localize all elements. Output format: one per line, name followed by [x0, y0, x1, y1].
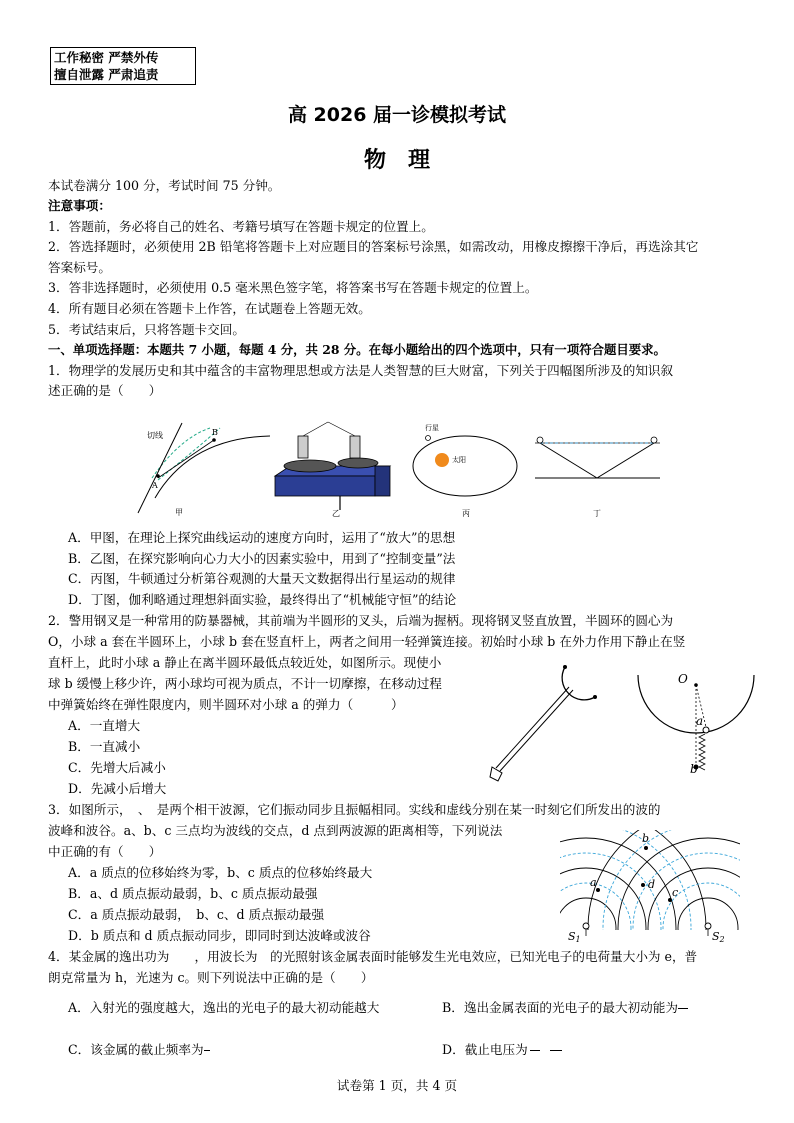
point-b-label: B	[212, 428, 218, 437]
point-c-label: c	[672, 886, 679, 899]
planet-label: 行星	[425, 424, 439, 432]
source-s2-label: S2	[712, 930, 725, 942]
q1-stem: 述正确的是（ ）	[48, 383, 162, 398]
q4-option-d[interactable]	[442, 1040, 562, 1059]
q2-option-c[interactable]: C．先增大后减小	[68, 760, 166, 775]
q2-option-b[interactable]: B．一直减小	[68, 739, 141, 754]
q4-stem: 朗克常量为 h，光速为 c。则下列说法中正确的是（ ）	[48, 970, 374, 985]
point-a-label: a	[590, 876, 597, 889]
q4-option-b-text: B．逸出金属表面的光电子的最大初动能为	[442, 1000, 678, 1015]
fig-label-ding: 丁	[593, 509, 601, 518]
q3-option-a[interactable]: A．a 质点的位移始终为零，b、c 质点的位移始终最大	[68, 865, 373, 880]
figure-bing	[413, 423, 517, 518]
q2-stem: 2．警用钢叉是一种常用的防暴器械，其前端为半圆形的叉头，后端为握柄。现将钢叉竖直放置，半圆环的圆心为	[48, 613, 674, 628]
stamp-line-1: 工作秘密 严禁外传	[54, 50, 159, 65]
q4-option-b[interactable]	[442, 998, 688, 1017]
fraction-bar	[678, 1008, 688, 1009]
q2-stem: O，小球 a 套在半圆环上，小球 b 套在竖直杆上，两者之间用一轻弹簧连接。初始时小球 b 在外力作用下静止在竖	[48, 634, 686, 649]
note-item: 1．答题前，务必将自己的姓名、考籍号填写在答题卡规定的位置上。	[48, 219, 434, 234]
tangent-label: 切线	[147, 431, 163, 440]
q1-figures	[130, 418, 670, 518]
q4-stem: 4．某金属的逸出功为 ，用波长为 的光照射该金属表面时能够发生光电效应，已知光电子的电荷量大小为 e，普	[48, 949, 698, 964]
q4-option-d-text: D．截止电压为	[442, 1042, 528, 1057]
fraction-bar	[204, 1050, 210, 1051]
subject-title: 物 理	[363, 148, 430, 173]
fig-label-jia: 甲	[175, 508, 183, 517]
note-item: 2．答选择题时，必须使用 2B 铅笔将答题卡上对应题目的答案标号涂黑，如需改动，用橡皮擦擦干净后，再选涂其它	[48, 239, 699, 254]
section-heading: 一、单项选择题：本题共 7 小题，每题 4 分，共 28 分。在每小题给出的四个选项中，只有一项符合题目要求。	[48, 342, 666, 357]
center-o-label: O	[678, 672, 688, 686]
q3-option-d[interactable]: D．b 质点和 d 质点振动同步，即同时到达波峰或波谷	[68, 928, 371, 943]
q4-option-a[interactable]: A．入射光的强度越大，逸出的光电子的最大初动能越大	[68, 1000, 380, 1015]
notes-heading: 注意事项：	[48, 198, 111, 213]
wave-interference-figure	[560, 830, 740, 942]
fig-label-yi: 乙	[332, 509, 340, 518]
point-a-label: A	[152, 481, 158, 490]
confidential-stamp	[50, 47, 196, 85]
stamp-line-2: 擅自泄露 严肃追责	[54, 67, 159, 82]
page-footer: 试卷第 1 页，共 4 页	[336, 1078, 458, 1093]
fraction-bar	[550, 1050, 562, 1051]
q2-option-d[interactable]: D．先减小后增大	[68, 781, 167, 796]
q2-option-a[interactable]: A．一直增大	[68, 718, 141, 733]
intro-line: 本试卷满分 100 分，考试时间 75 分钟。	[48, 178, 281, 193]
note-item: 4．所有题目必须在答题卡上作答，在试题卷上答题无效。	[48, 301, 371, 316]
exam-title: 高 2026 届一诊模拟考试	[287, 104, 507, 126]
q2-figures	[480, 655, 760, 805]
q3-stem: 3．如图所示， 、 是两个相干波源，它们振动同步且振幅相同。实线和虚线分别在某一时刻它们所发出的波的	[48, 802, 661, 817]
ball-b-label: b	[690, 762, 698, 776]
q1-option-b[interactable]: B．乙图，在探究影响向心力大小的因素实验中，用到了“控制变量”法	[68, 551, 456, 566]
note-item: 答案标号。	[48, 260, 111, 275]
q2-stem: 球 b 缓慢上移少许，两小球均可视为质点，不计一切摩擦，在移动过程	[48, 676, 442, 691]
q1-option-c[interactable]: C．丙图，牛顿通过分析第谷观测的大量天文数据得出行星运动的规律	[68, 571, 456, 586]
figure-jia	[138, 423, 270, 517]
fig-label-bing: 丙	[462, 509, 470, 518]
q1-option-a[interactable]: A．甲图，在理论上探究曲线运动的速度方向时，运用了“放大”的思想	[68, 530, 456, 545]
q2-stem: 中弹簧始终在弹性限度内，则半圆环对小球 a 的弹力（ ）	[48, 697, 404, 712]
q3-stem: 波峰和波谷。a、b、c 三点均为波线的交点，d 点到两波源的距离相等，下列说法	[48, 823, 503, 838]
q1-option-d[interactable]: D．丁图，伽利略通过理想斜面实验，最终得出了“机械能守恒”的结论	[68, 592, 457, 607]
source-s1-label: S1	[568, 930, 581, 942]
point-d-label: d	[648, 878, 656, 891]
note-item: 3．答非选择题时，必须使用 0.5 毫米黑色签字笔，将答案书写在答题卡规定的位置上。	[48, 280, 538, 295]
note-item: 5．考试结束后，只将答题卡交回。	[48, 322, 245, 337]
sun-label: 太阳	[452, 456, 466, 464]
point-b-label: b	[642, 832, 650, 845]
fraction-bar	[530, 1050, 540, 1051]
steel-fork-figure	[490, 665, 597, 781]
q2-stem: 直杆上，此时小球 a 静止在离半圆环最低点较近处，如图所示。现使小	[48, 655, 442, 670]
figure-ding	[535, 437, 660, 518]
q3-stem: 中正确的有（ ）	[48, 844, 162, 859]
semicircle-figure	[638, 672, 754, 776]
q3-option-b[interactable]: B．a、d 质点振动最弱，b、c 质点振动最强	[68, 886, 318, 901]
q4-option-c[interactable]	[68, 1040, 210, 1059]
q4-option-c-text: C．该金属的截止频率为	[68, 1042, 204, 1057]
ball-a-label: a	[696, 714, 704, 728]
q1-stem: 1．物理学的发展历史和其中蕴含的丰富物理思想或方法是人类智慧的巨大财富，下列关于四幅图所涉及的知识叙	[48, 363, 674, 378]
q3-option-c[interactable]: C．a 质点振动最弱， b、c、d 质点振动最强	[68, 907, 325, 922]
figure-yi	[275, 422, 390, 518]
